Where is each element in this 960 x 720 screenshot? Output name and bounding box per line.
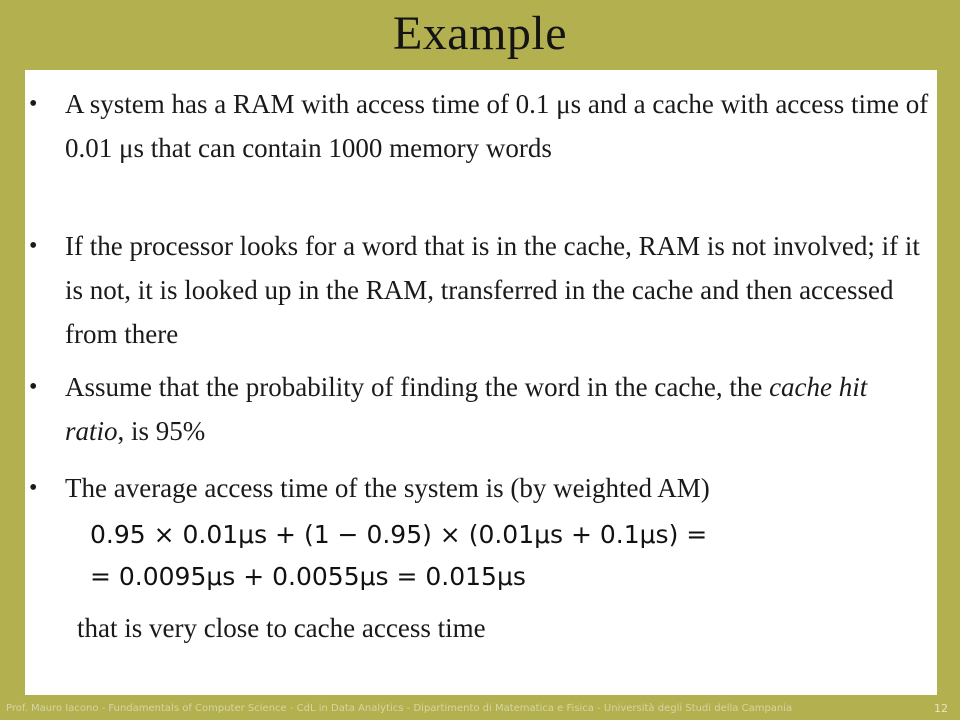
bullet-icon: • [29, 374, 38, 400]
bullet-text [65, 365, 930, 453]
bullet-icon: • [29, 475, 38, 501]
content-panel [25, 70, 937, 695]
formula-line-2: = 0.0095μs + 0.0055μs = 0.015μs [90, 562, 526, 591]
bullet-text-pre: Assume that the probability of finding the word in the cache, the [65, 372, 770, 402]
bullet-text: If the processor looks for a word that is in the cache, RAM is not involved; if it is not, it is looked up in the RAM, transferred in the cache and then accessed from there [65, 231, 920, 349]
formula-line-1: 0.95 × 0.01μs + (1 − 0.95) × (0.01μs + 0.1μs) = [90, 520, 708, 549]
bullet-icon: • [29, 91, 38, 117]
bullet-text-post: , is 95% [117, 416, 206, 446]
conclusion-text: that is very close to cache access time [77, 613, 486, 643]
footer-credits: Prof. Mauro Iacono - Fundamentals of Computer Science - CdL in Data Analytics - Dipartimento di Matematica e Fisica - Università degli Studi della Campania [6, 703, 793, 714]
bullet-text: A system has a RAM with access time of 0.1 μs and a cache with access time of 0.01 μs that can contain 1000 memory words [65, 89, 929, 163]
bullet-text: The average access time of the system is (by weighted AM) [65, 473, 710, 503]
slide-title: Example [392, 7, 568, 60]
page-number: 12 [934, 702, 948, 715]
bullet-icon: • [29, 233, 38, 259]
cache-hit-ratio-term: cache hit ratio [65, 372, 868, 446]
